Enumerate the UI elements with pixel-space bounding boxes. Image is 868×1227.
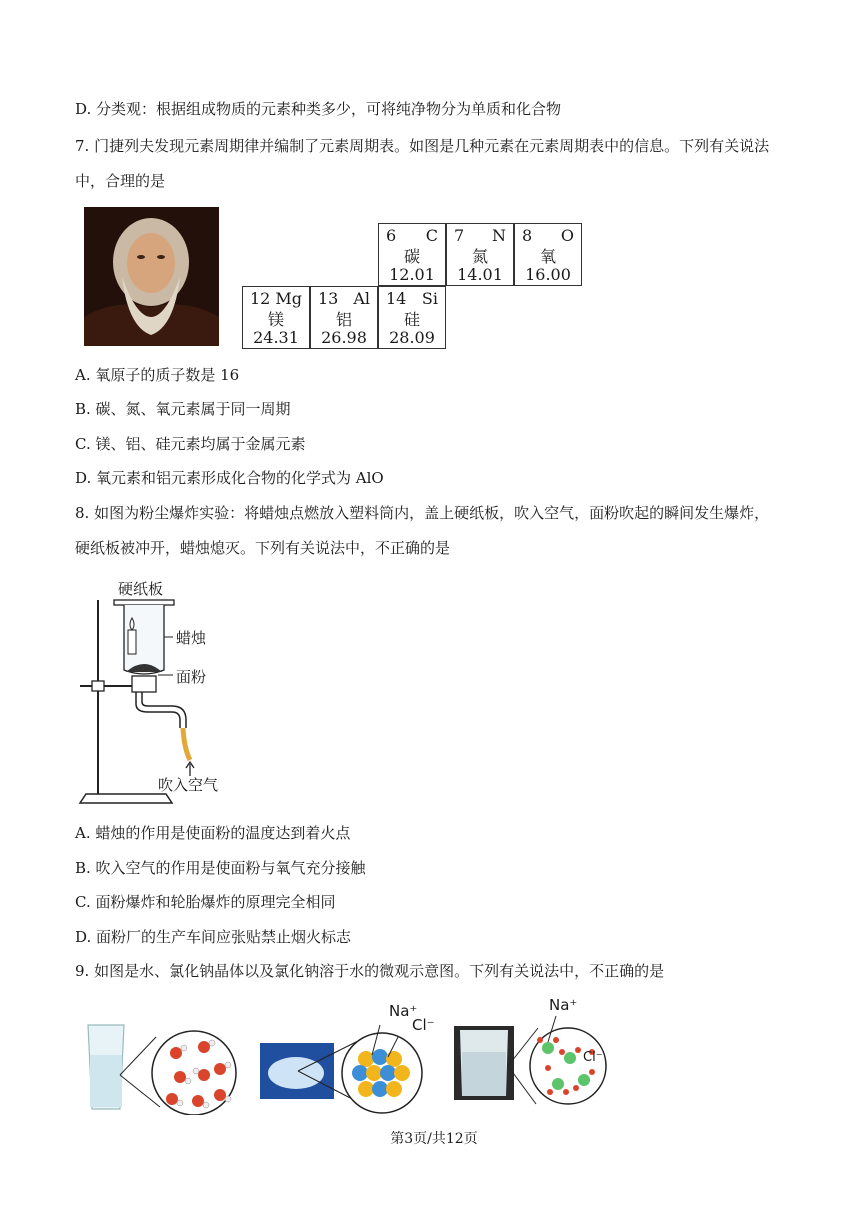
element-symbol: C [425,226,438,245]
element-symbol: Mg [275,289,302,308]
mendeleev-portrait [84,207,219,346]
question-7-option-a: A. 氧原子的质子数是 16 [75,366,240,384]
element-cell-magnesium [242,286,310,349]
label-sodium-ion-2: Na⁺ [549,996,578,1014]
question-7-stem: 7. 门捷列夫发现元素周期律并编制了元素周期表。如图是几种元素在元素周期表中的信息。下列有关说法 [75,137,770,155]
label-flour: 面粉 [176,668,207,686]
label-sodium-ion-1: Na⁺ [389,1002,418,1020]
element-name: 镁 [267,310,284,329]
element-symbol: Al [353,289,370,308]
label-cardboard: 硬纸板 [118,580,164,598]
question-8-option-b: B. 吹入空气的作用是使面粉与氧气充分接触 [75,859,366,877]
element-symbol: N [492,226,506,245]
element-name: 氧 [539,247,556,266]
question-7-stem-cont: 中，合理的是 [75,172,166,190]
element-cell-oxygen [514,223,582,286]
page-footer: 第3页/共12页 [390,1131,478,1147]
element-cell-nitrogen [446,223,514,286]
atomic-mass: 16.00 [525,265,571,284]
element-cell-silicon [378,286,446,349]
question-7-option-c: C. 镁、铝、硅元素均属于金属元素 [75,435,306,453]
question-8-option-d: D. 面粉厂的生产车间应张贴禁止烟火标志 [75,928,352,946]
label-chloride-ion-1: Cl⁻ [412,1016,435,1034]
question-8-stem-cont: 硬纸板被冲开，蜡烛熄灭。下列有关说法中，不正确的是 [75,539,451,557]
salt-crystal-diagram [260,1005,430,1119]
atomic-number: 12 [250,289,271,308]
atomic-number: 14 [386,289,407,308]
atomic-number: 7 [454,226,465,245]
element-name: 碳 [403,247,420,266]
question-8-stem: 8. 如图为粉尘爆炸实验：将蜡烛点燃放入塑料筒内，盖上硬纸板，吹入空气，面粉吹起的瞬间发生爆炸， [75,504,770,522]
atomic-mass: 24.31 [253,328,299,347]
label-candle: 蜡烛 [176,629,207,647]
atomic-number: 8 [522,226,533,245]
question-7-option-d: D. 氧元素和铝元素形成化合物的化学式为 AlO [75,469,384,487]
atomic-mass: 26.98 [321,328,367,347]
atomic-mass: 28.09 [389,328,435,347]
option-d-classification: D. 分类观：根据组成物质的元素种类多少，可将纯净物分为单质和化合物 [75,100,562,118]
element-symbol: Si [421,289,438,308]
atomic-mass: 14.01 [457,265,503,284]
atomic-number: 6 [386,226,397,245]
atomic-mass: 12.01 [389,265,435,284]
question-9-stem: 9. 如图是水、氯化钠晶体以及氯化钠溶于水的微观示意图。下列有关说法中，不正确的是 [75,962,665,980]
element-symbol: O [560,226,574,245]
element-name: 硅 [403,310,420,329]
question-8-option-a: A. 蜡烛的作用是使面粉的温度达到着火点 [75,824,351,842]
question-7-option-b: B. 碳、氮、氧元素属于同一周期 [75,400,291,418]
question-8-option-c: C. 面粉爆炸和轮胎爆炸的原理完全相同 [75,893,336,911]
atomic-number: 13 [318,289,339,308]
water-glass-diagram [80,1015,240,1119]
element-cell-carbon [378,223,446,286]
element-name: 氮 [471,247,488,266]
element-name: 铝 [335,310,352,329]
element-cell-aluminium [310,286,378,349]
label-chloride-ion-2: Cl⁻ [583,1050,603,1065]
label-blow-air: 吹入空气 [158,776,219,794]
